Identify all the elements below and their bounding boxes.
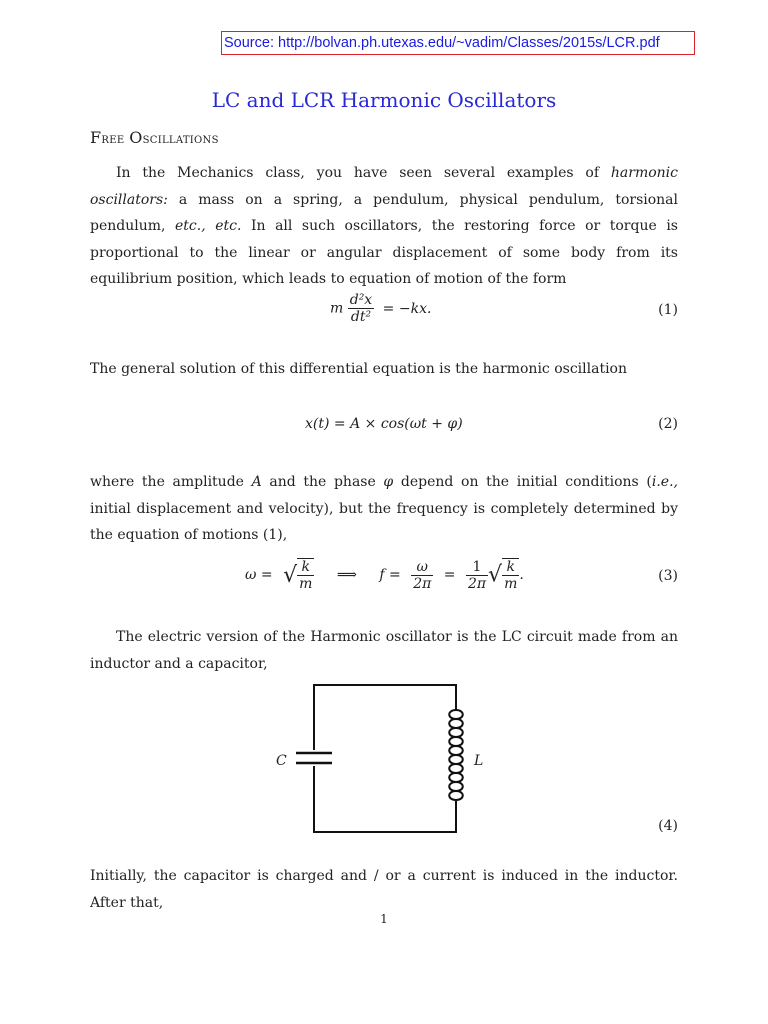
equation-number-2: (2) — [658, 416, 678, 432]
eq3-2pi: 2π — [413, 575, 432, 592]
emph-text: φ — [383, 474, 394, 490]
page-number: 1 — [380, 912, 388, 926]
eq3-equals: = — [443, 567, 456, 583]
section-heading-initial-1: F — [90, 128, 102, 147]
eq3-implies: ⟹ — [336, 567, 357, 583]
text: and the phase — [261, 474, 384, 490]
eq3-omega-num: ω — [411, 559, 433, 576]
eq3-m: m — [299, 576, 313, 592]
eq3-fraction-k-m — [297, 558, 314, 592]
source-link[interactable]: Source: http://bolvan.ph.utexas.edu/~vadim/Classes/2015s/LCR.pdf — [221, 31, 695, 55]
eq1-rhs: = −kx. — [382, 300, 432, 317]
emph-text: A — [251, 474, 262, 490]
capacitor-label: C — [276, 753, 287, 769]
eq1-denominator: dt² — [350, 309, 372, 325]
equation-3 — [90, 558, 678, 598]
equation-1 — [90, 292, 678, 332]
eq1-m: m — [330, 300, 344, 317]
inductor-coil — [449, 710, 463, 808]
emph-text: etc., etc. — [175, 218, 242, 234]
inductor-label: L — [474, 753, 484, 769]
eq3-fraction-omega — [411, 559, 433, 592]
equation-1-body — [330, 292, 431, 325]
eq1-numerator: d²x — [349, 292, 373, 308]
eq3-fraction-k-m-2 — [502, 558, 519, 592]
eq3-one: 1 — [466, 559, 488, 576]
text: a mass on a spring, a pendulum, physical pendulum, torsional pendulum, — [90, 191, 678, 234]
eq3-omega: ω = — [245, 567, 273, 583]
eq3-fraction-1-2pi — [466, 559, 488, 592]
equation-4 — [90, 818, 678, 838]
paragraph-amplitude — [90, 469, 678, 549]
section-heading-rest-2: scillations — [142, 131, 219, 147]
eq3-m-2: m — [504, 576, 518, 592]
eq3-2pi-b: 2π — [467, 575, 487, 592]
section-heading-rest-1: ree — [101, 131, 130, 147]
eq3-k: k — [297, 559, 314, 576]
section-heading-initial-2: O — [129, 128, 143, 147]
eq1-fraction — [348, 292, 374, 325]
equation-number-3: (3) — [658, 568, 678, 584]
paragraph-intro — [90, 160, 678, 293]
emph-text: i.e., — [651, 474, 678, 490]
paragraph-initially: Initially, the capacitor is charged and / or a current is induced in the inductor. After that, — [90, 868, 678, 911]
emph-text: harmonic oscillators: — [90, 165, 678, 208]
text: depend on the initial conditions ( — [393, 474, 652, 490]
equation-3-body — [245, 558, 524, 592]
equation-number-4: (4) — [658, 818, 678, 834]
eq3-f: f = — [379, 567, 401, 583]
text: initial displacement and velocity), but the frequency is completely determined by the equation of motions (1), — [90, 500, 678, 543]
page-title: LC and LCR Harmonic Oscillators — [211, 88, 557, 112]
eq3-k-2: k — [502, 559, 519, 576]
lc-circuit-diagram — [270, 680, 500, 840]
sqrt-symbol: √ — [488, 562, 503, 588]
paragraph-general-solution: The general solution of this differential equation is the harmonic oscillation — [90, 361, 627, 377]
equation-2 — [90, 416, 678, 456]
sqrt-symbol: √ — [283, 562, 298, 588]
circuit-top-wire — [314, 685, 456, 750]
text: In all such oscillators, the restoring force or torque is proportional to the linear or angular displacement of some body from its equilibrium position, which leads to equation of motion of the form — [90, 218, 678, 287]
section-heading — [90, 128, 219, 147]
equation-number-1: (1) — [658, 302, 678, 318]
eq3-period: . — [519, 567, 524, 583]
text: In the Mechanics class, you have seen several examples of — [116, 165, 611, 181]
equation-2-body: x(t) = A × cos(ωt + φ) — [305, 416, 463, 432]
paragraph-lc-circuit: The electric version of the Harmonic oscillator is the LC circuit made from an inductor and a capacitor, — [90, 629, 678, 672]
text: where the amplitude — [90, 474, 252, 490]
